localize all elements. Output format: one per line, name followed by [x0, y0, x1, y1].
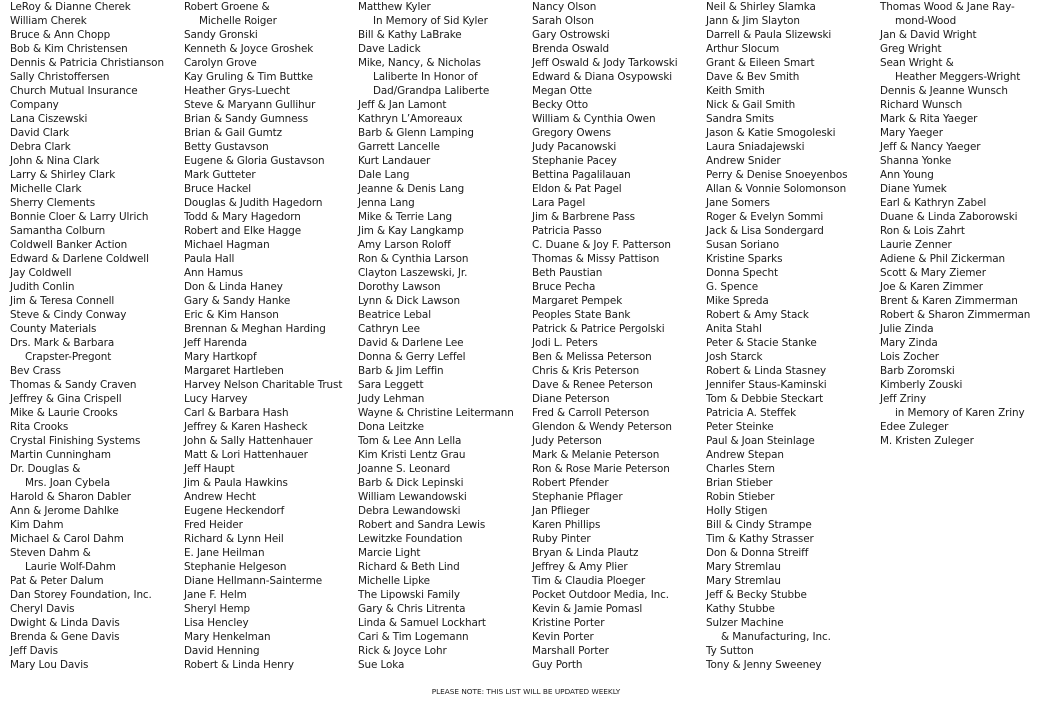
donor-list	[10, 0, 1046, 680]
donor-name-continuation: In Memory of Sid Kyler	[373, 15, 488, 27]
donor-name: Ann Young	[880, 169, 934, 181]
donor-name: Jeanne & Denis Lang	[358, 183, 465, 195]
donor-name: Samantha Colburn	[10, 225, 106, 237]
donor-name: Church Mutual Insurance	[10, 85, 138, 97]
donor-name: Tom & Lee Ann Lella	[358, 435, 462, 447]
donor-name: Cathryn Lee	[358, 323, 420, 335]
donor-name: Jan Pflieger	[532, 505, 590, 517]
donor-name: Donna Specht	[706, 267, 778, 279]
donor-name: Edee Zuleger	[880, 421, 949, 433]
donor-name-continuation: in Memory of Karen Zriny	[895, 407, 1025, 419]
donor-name: Jim & Barbrene Pass	[532, 211, 635, 223]
donor-name: Dennis & Jeanne Wunsch	[880, 85, 1008, 97]
donor-name: Carl & Barbara Hash	[184, 407, 289, 419]
donor-name: Edward & Diana Osypowski	[532, 71, 673, 83]
donor-name: Amy Larson Roloff	[358, 239, 451, 251]
donor-name: Jack & Lisa Sondergard	[706, 225, 824, 237]
donor-name: Susan Soriano	[706, 239, 779, 251]
donor-name: Company	[10, 99, 59, 111]
donor-name: Jeff & Jan Lamont	[358, 99, 447, 111]
donor-name: Joanne S. Leonard	[358, 463, 451, 475]
donor-name: Michelle Clark	[10, 183, 82, 195]
donor-name: Anita Stahl	[706, 323, 762, 335]
donor-name: Brennan & Meghan Harding	[184, 323, 326, 335]
donor-name: Allan & Vonnie Solomonson	[706, 183, 847, 195]
donor-column-4	[532, 0, 704, 672]
donor-name: Brenda Oswald	[532, 43, 610, 55]
donor-name: The Lipowski Family	[358, 589, 460, 601]
donor-name: Robert & Amy Stack	[706, 309, 809, 321]
donor-name: Lewitzke Foundation	[358, 533, 463, 545]
donor-name: Bev Crass	[10, 365, 61, 377]
donor-name: Rita Crooks	[10, 421, 69, 433]
donor-name: Sandy Gronski	[184, 29, 258, 41]
donor-name: Barb Zoromski	[880, 365, 955, 377]
donor-name: William & Cynthia Owen	[532, 113, 656, 125]
donor-name: Kathy Stubbe	[706, 603, 775, 615]
donor-name: LeRoy & Dianne Cherek	[10, 1, 131, 13]
donor-column-3	[358, 0, 530, 672]
donor-name: Jennifer Staus-Kaminski	[706, 379, 827, 391]
donor-name: Kim Kristi Lentz Grau	[358, 449, 466, 461]
donor-column-1	[10, 0, 182, 672]
donor-name: Diane Peterson	[532, 393, 610, 405]
donor-name: Lisa Hencley	[184, 617, 249, 629]
donor-name: Mary Henkelman	[184, 631, 271, 643]
donor-name: Jane F. Helm	[184, 589, 247, 601]
donor-name: Peter Steinke	[706, 421, 774, 433]
donor-name: Scott & Mary Ziemer	[880, 267, 986, 279]
donor-name: Jane Somers	[706, 197, 770, 209]
donor-name-continuation: mond-Wood	[895, 15, 957, 27]
donor-name: Adiene & Phil Zickerman	[880, 253, 1006, 265]
donor-name: Jeff & Nancy Yaeger	[880, 141, 981, 153]
donor-name: Dave & Renee Peterson	[532, 379, 653, 391]
donor-name: Brent & Karen Zimmerman	[880, 295, 1018, 307]
donor-name: Mike & Laurie Crooks	[10, 407, 118, 419]
donor-name: Bruce & Ann Chopp	[10, 29, 111, 41]
donor-name: Brian & Sandy Gumness	[184, 113, 309, 125]
donor-column-2	[184, 0, 356, 672]
donor-name-continuation: Michelle Roiger	[199, 15, 277, 27]
donor-name: Sarah Olson	[532, 15, 594, 27]
donor-name: Stephanie Pacey	[532, 155, 617, 167]
donor-name: Dale Lang	[358, 169, 410, 181]
donor-name: Drs. Mark & Barbara	[10, 337, 115, 349]
donor-name: Glendon & Wendy Peterson	[532, 421, 672, 433]
donor-name: Gregory Owens	[532, 127, 611, 139]
donor-column-6	[880, 0, 1052, 448]
donor-name: Mary Yaeger	[880, 127, 943, 139]
donor-name: Cari & Tim Logemann	[358, 631, 469, 643]
donor-name: Debra Lewandowski	[358, 505, 461, 517]
donor-name-continuation: Laurie Wolf-Dahm	[25, 561, 116, 573]
donor-name: Robert Pfender	[532, 477, 609, 489]
donor-name: Steven Dahm &	[10, 547, 91, 559]
donor-name: Gary & Sandy Hanke	[184, 295, 291, 307]
donor-name: Kevin Porter	[532, 631, 594, 643]
donor-name: Greg Wright	[880, 43, 942, 55]
donor-name: Matt & Lori Hattenhauer	[184, 449, 308, 461]
donor-name: Sean Wright &	[880, 57, 954, 69]
donor-name: Margaret Hartleben	[184, 365, 284, 377]
donor-name: Guy Porth	[532, 659, 583, 671]
donor-name: Jeffrey & Amy Plier	[532, 561, 628, 573]
donor-name: Patrick & Patrice Pergolski	[532, 323, 665, 335]
donor-name: Robert and Sandra Lewis	[358, 519, 486, 531]
donor-name: Kristine Sparks	[706, 253, 783, 265]
donor-name: Andrew Stepan	[706, 449, 784, 461]
donor-name: Thomas Wood & Jane Ray-	[880, 1, 1015, 13]
donor-name: Robert and Elke Hagge	[184, 225, 302, 237]
donor-name: Stephanie Helgeson	[184, 561, 287, 573]
donor-name: Bob & Kim Christensen	[10, 43, 128, 55]
donor-name: Ruby Pinter	[532, 533, 591, 545]
donor-name: Coldwell Banker Action	[10, 239, 128, 251]
donor-name: Dona Leitzke	[358, 421, 424, 433]
donor-name: M. Kristen Zuleger	[880, 435, 974, 447]
donor-name: Barb & Jim Leffin	[358, 365, 444, 377]
donor-name: G. Spence	[706, 281, 759, 293]
donor-name: Ann Hamus	[184, 267, 243, 279]
donor-name: Roger & Evelyn Sommi	[706, 211, 824, 223]
donor-name: Judy Lehman	[358, 393, 425, 405]
donor-name: Sue Loka	[358, 659, 405, 671]
donor-name: Steve & Maryann Gullihur	[184, 99, 316, 111]
donor-name: Mark & Melanie Peterson	[532, 449, 660, 461]
donor-name-continuation: Crapster-Pregont	[25, 351, 112, 363]
donor-name: David Henning	[184, 645, 260, 657]
donor-name: Bruce Pecha	[532, 281, 596, 293]
donor-name: Grant & Eileen Smart	[706, 57, 815, 69]
donor-name: Don & Linda Haney	[184, 281, 283, 293]
donor-name: Margaret Pempek	[532, 295, 623, 307]
donor-name: Edward & Darlene Coldwell	[10, 253, 149, 265]
donor-name: Garrett Lancelle	[358, 141, 440, 153]
donor-name: Donna & Gerry Leffel	[358, 351, 466, 363]
donor-name: Jan & David Wright	[880, 29, 977, 41]
donor-name: Linda & Samuel Lockhart	[358, 617, 486, 629]
donor-name: Diane Hellmann-Sainterme	[184, 575, 323, 587]
donor-name: Bill & Cindy Strampe	[706, 519, 812, 531]
donor-name: Jeff Haupt	[184, 463, 235, 475]
donor-name: Douglas & Judith Hagedorn	[184, 197, 323, 209]
donor-name: John & Sally Hattenhauer	[184, 435, 313, 447]
donor-name: Lucy Harvey	[184, 393, 248, 405]
donor-name: Jeffrey & Karen Hasheck	[184, 421, 308, 433]
donor-name: Kristine Porter	[532, 617, 605, 629]
donor-name: Tom & Debbie Steckart	[706, 393, 824, 405]
donor-name: Diane Yumek	[880, 183, 947, 195]
donor-name: Thomas & Sandy Craven	[10, 379, 137, 391]
donor-name: Marshall Porter	[532, 645, 609, 657]
donor-name: Judith Conlin	[10, 281, 75, 293]
donor-name: Lana Ciszewski	[10, 113, 88, 125]
donor-name: Harold & Sharon Dabler	[10, 491, 131, 503]
donor-name: Peoples State Bank	[532, 309, 631, 321]
donor-name: Mark & Rita Yaeger	[880, 113, 978, 125]
donor-name: Laurie Zenner	[880, 239, 952, 251]
donor-name: Jim & Teresa Connell	[10, 295, 115, 307]
donor-name: John & Nina Clark	[10, 155, 100, 167]
donor-name: Jeff Oswald & Jody Tarkowski	[532, 57, 678, 69]
donor-name: Karen Phillips	[532, 519, 601, 531]
donor-name: Judy Pacanowski	[532, 141, 617, 153]
donor-name: Larry & Shirley Clark	[10, 169, 116, 181]
donor-name-continuation: & Manufacturing, Inc.	[721, 631, 831, 643]
donor-name: Stephanie Pflager	[532, 491, 623, 503]
donor-name: Thomas & Missy Pattison	[532, 253, 660, 265]
donor-name: Shanna Yonke	[880, 155, 952, 167]
donor-name: Duane & Linda Zaborowski	[880, 211, 1018, 223]
donor-name: Dave Ladick	[358, 43, 421, 55]
donor-name: Richard & Beth Lind	[358, 561, 460, 573]
donor-name: David & Darlene Lee	[358, 337, 464, 349]
update-notice: PLEASE NOTE: THIS LIST WILL BE UPDATED WEEKLY	[431, 687, 621, 696]
donor-name: Ron & Cynthia Larson	[358, 253, 469, 265]
donor-name: Rick & Joyce Lohr	[358, 645, 447, 657]
donor-name: Dennis & Patricia Christianson	[10, 57, 164, 69]
donor-name: Laura Sniadajewski	[706, 141, 805, 153]
donor-name: Todd & Mary Hagedorn	[184, 211, 301, 223]
donor-name: Ann & Jerome Dahlke	[10, 505, 119, 517]
donor-name: Dwight & Linda Davis	[10, 617, 120, 629]
donor-name: Jeffrey & Gina Crispell	[10, 393, 122, 405]
donor-name: Darrell & Paula Slizewski	[706, 29, 832, 41]
donor-name: Crystal Finishing Systems	[10, 435, 141, 447]
donor-name: Kimberly Zouski	[880, 379, 963, 391]
donor-name: Patricia Passo	[532, 225, 602, 237]
donor-name: Sara Leggett	[358, 379, 424, 391]
donor-name: Debra Clark	[10, 141, 71, 153]
donor-name: Clayton Laszewski, Jr.	[358, 267, 468, 279]
donor-name: Bryan & Linda Plautz	[532, 547, 639, 559]
donor-name: Sheryl Hemp	[184, 603, 251, 615]
donor-name: Marcie Light	[358, 547, 421, 559]
donor-name: Judy Peterson	[532, 435, 602, 447]
donor-name: Jason & Katie Smogoleski	[706, 127, 836, 139]
donor-name: Mary Zinda	[880, 337, 938, 349]
donor-name: Fred & Carroll Peterson	[532, 407, 650, 419]
donor-name: Gary Ostrowski	[532, 29, 610, 41]
donor-name-continuation: Mrs. Joan Cybela	[25, 477, 110, 489]
donor-name: County Materials	[10, 323, 97, 335]
donor-name: Nancy Olson	[532, 1, 597, 13]
donor-name: Mike & Terrie Lang	[358, 211, 453, 223]
donor-name: Matthew Kyler	[358, 1, 431, 13]
donor-name: Patricia A. Steffek	[706, 407, 797, 419]
donor-name: Harvey Nelson Charitable Trust	[184, 379, 343, 391]
donor-name: Julie Zinda	[880, 323, 934, 335]
donor-name: Keith Smith	[706, 85, 765, 97]
donor-name: Bill & Kathy LaBrake	[358, 29, 462, 41]
donor-name: Dan Storey Foundation, Inc.	[10, 589, 152, 601]
donor-name: Sandra Smits	[706, 113, 774, 125]
donor-name: Mary Lou Davis	[10, 659, 89, 671]
donor-name: E. Jane Heilman	[184, 547, 265, 559]
donor-name-continuation: Heather Meggers-Wright	[895, 71, 1021, 83]
donor-name: Kurt Landauer	[358, 155, 431, 167]
donor-name: Arthur Slocum	[706, 43, 780, 55]
donor-name: Eugene & Gloria Gustavson	[184, 155, 325, 167]
donor-name: Cheryl Davis	[10, 603, 75, 615]
donor-name: Jeff Zriny	[880, 393, 927, 405]
donor-name: Robin Stieber	[706, 491, 775, 503]
donor-name: Andrew Snider	[706, 155, 781, 167]
donor-name: Dave & Bev Smith	[706, 71, 800, 83]
donor-name: Mary Hartkopf	[184, 351, 257, 363]
donor-name: Beth Paustian	[532, 267, 603, 279]
donor-name: Michael & Carol Dahm	[10, 533, 124, 545]
donor-name: Ben & Melissa Peterson	[532, 351, 652, 363]
donor-name: Jenna Lang	[358, 197, 415, 209]
donor-name: Tim & Claudia Ploeger	[532, 575, 646, 587]
donor-name: Kevin & Jamie Pomasl	[532, 603, 643, 615]
donor-name: Barb & Glenn Lamping	[358, 127, 474, 139]
donor-name: Pocket Outdoor Media, Inc.	[532, 589, 669, 601]
donor-name: Kay Gruling & Tim Buttke	[184, 71, 313, 83]
donor-name: Ron & Lois Zahrt	[880, 225, 965, 237]
donor-name: Robert & Sharon Zimmerman	[880, 309, 1031, 321]
donor-name: Mary Stremlau	[706, 561, 781, 573]
donor-name: Eric & Kim Hanson	[184, 309, 279, 321]
donor-name: Jodi L. Peters	[532, 337, 598, 349]
donor-name: Wayne & Christine Leitermann	[358, 407, 514, 419]
donor-name: Michael Hagman	[184, 239, 270, 251]
donor-name: C. Duane & Joy F. Patterson	[532, 239, 671, 251]
donor-name: Barb & Dick Lepinski	[358, 477, 464, 489]
donor-name: Steve & Cindy Conway	[10, 309, 127, 321]
donor-name: Jeff Harenda	[184, 337, 248, 349]
donor-name: Robert Groene &	[184, 1, 270, 13]
donor-name: Jeff Davis	[10, 645, 58, 657]
donor-name: Mary Stremlau	[706, 575, 781, 587]
donor-name: Bettina Pagalilauan	[532, 169, 631, 181]
donor-name: Perry & Denise Snoeyenbos	[706, 169, 848, 181]
donor-name: Mark Gutteter	[184, 169, 256, 181]
donor-name: Bruce Hackel	[184, 183, 252, 195]
donor-name: Richard & Lynn Heil	[184, 533, 284, 545]
donor-name: Josh Starck	[706, 351, 763, 363]
donor-name: Holly Stigen	[706, 505, 768, 517]
donor-name: Heather Grys-Luecht	[184, 85, 290, 97]
donor-name: Robert & Linda Stasney	[706, 365, 827, 377]
donor-name: Dr. Douglas &	[10, 463, 81, 475]
donor-name: Jeff & Becky Stubbe	[706, 589, 807, 601]
donor-name: David Clark	[10, 127, 70, 139]
donor-name: Kathryn L’Amoreaux	[358, 113, 463, 125]
donor-name: Gary & Chris Litrenta	[358, 603, 466, 615]
donor-name: Michelle Lipke	[358, 575, 430, 587]
donor-name: Jay Coldwell	[10, 267, 72, 279]
donor-name: Pat & Peter Dalum	[10, 575, 104, 587]
donor-name: Jim & Paula Hawkins	[184, 477, 288, 489]
donor-name: Martin Cunningham	[10, 449, 111, 461]
donor-name: William Cherek	[10, 15, 87, 27]
donor-name: Jim & Kay Langkamp	[358, 225, 464, 237]
donor-name: Chris & Kris Peterson	[532, 365, 640, 377]
donor-name: Ty Sutton	[706, 645, 754, 657]
donor-name: Beatrice Lebal	[358, 309, 431, 321]
donor-name-continuation: Dad/Grandpa Laliberte	[373, 85, 490, 97]
donor-name: Mike Spreda	[706, 295, 769, 307]
donor-name: Peter & Stacie Stanke	[706, 337, 817, 349]
donor-name: Betty Gustavson	[184, 141, 269, 153]
donor-name: Eldon & Pat Pagel	[532, 183, 622, 195]
donor-name: Carolyn Grove	[184, 57, 257, 69]
donor-name: Brian & Gail Gumtz	[184, 127, 282, 139]
donor-name: Paul & Joan Steinlage	[706, 435, 815, 447]
donor-name: Sulzer Machine	[706, 617, 784, 629]
donor-name: Lynn & Dick Lawson	[358, 295, 460, 307]
donor-name: Dorothy Lawson	[358, 281, 441, 293]
donor-name: Charles Stern	[706, 463, 775, 475]
donor-name: Neil & Shirley Slamka	[706, 1, 816, 13]
donor-name: Richard Wunsch	[880, 99, 963, 111]
donor-name: Paula Hall	[184, 253, 235, 265]
donor-name: Megan Otte	[532, 85, 592, 97]
donor-name: Andrew Hecht	[184, 491, 256, 503]
donor-name: Kim Dahm	[10, 519, 64, 531]
donor-name: Kenneth & Joyce Groshek	[184, 43, 314, 55]
donor-name: Ron & Rose Marie Peterson	[532, 463, 670, 475]
donor-name: William Lewandowski	[358, 491, 467, 503]
donor-name: Don & Donna Streiff	[706, 547, 809, 559]
donor-column-5	[706, 0, 878, 672]
donor-name: Lois Zocher	[880, 351, 939, 363]
donor-name: Tim & Kathy Strasser	[706, 533, 814, 545]
donor-name: Brian Stieber	[706, 477, 773, 489]
donor-name: Becky Otto	[532, 99, 589, 111]
donor-name: Tony & Jenny Sweeney	[706, 659, 822, 671]
donor-name: Mike, Nancy, & Nicholas	[358, 57, 481, 69]
donor-name: Fred Heider	[184, 519, 243, 531]
donor-name: Lara Pagel	[532, 197, 586, 209]
donor-name: Eugene Heckendorf	[184, 505, 285, 517]
donor-name: Robert & Linda Henry	[184, 659, 294, 671]
donor-name: Jann & Jim Slayton	[706, 15, 800, 27]
donor-name: Brenda & Gene Davis	[10, 631, 120, 643]
donor-name: Nick & Gail Smith	[706, 99, 796, 111]
donor-name: Sherry Clements	[10, 197, 96, 209]
donor-name: Bonnie Cloer & Larry Ulrich	[10, 211, 149, 223]
donor-name-continuation: Laliberte In Honor of	[373, 71, 478, 83]
donor-name: Joe & Karen Zimmer	[880, 281, 983, 293]
donor-name: Earl & Kathryn Zabel	[880, 197, 987, 209]
donor-name: Sally Christoffersen	[10, 71, 110, 83]
